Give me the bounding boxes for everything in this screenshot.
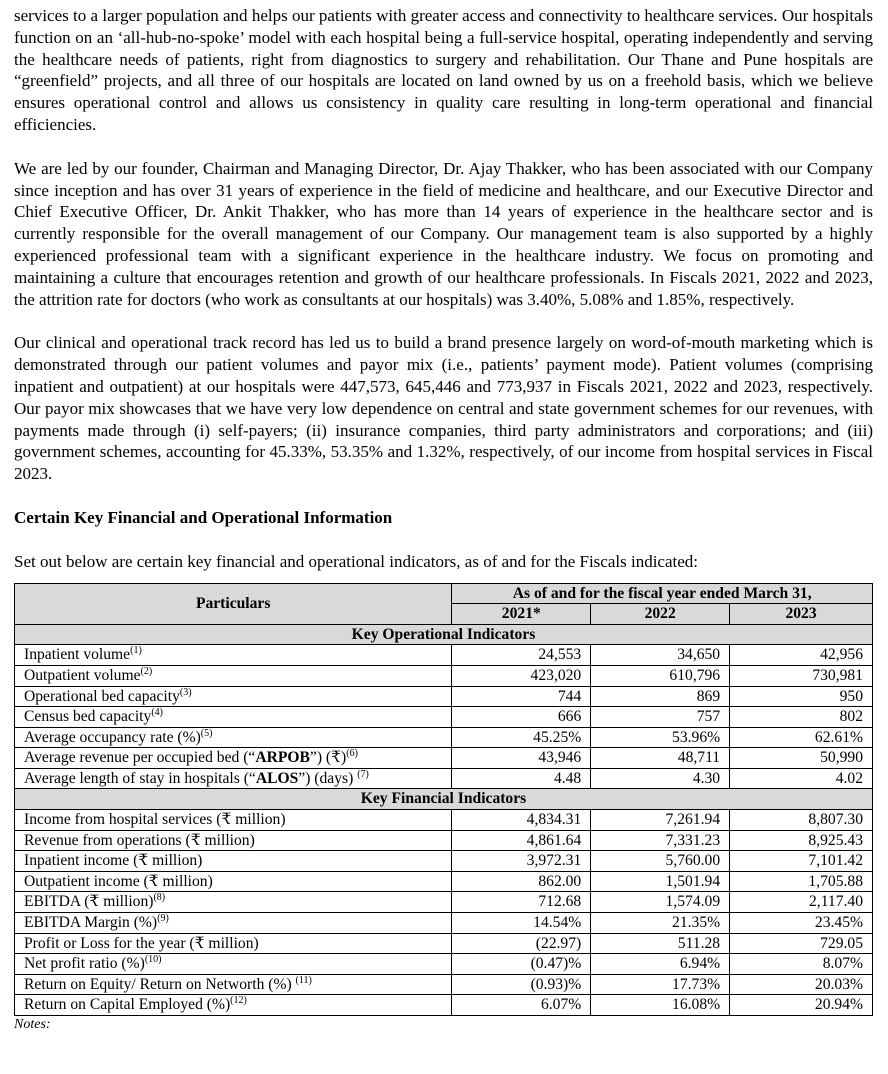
table-row xyxy=(15,995,873,1016)
row-label-abbrev: ARPOB xyxy=(255,749,310,767)
value-cell: 8,925.43 xyxy=(730,830,873,851)
table-row xyxy=(15,913,873,934)
value-cell: 423,020 xyxy=(452,665,591,686)
row-label xyxy=(15,913,452,934)
value-cell: 2,117.40 xyxy=(730,892,873,913)
row-label-text: Income from hospital services (₹ million) xyxy=(24,811,286,829)
footnote-marker: (10) xyxy=(144,954,162,966)
row-label-text: EBITDA Margin (%) xyxy=(24,914,158,932)
row-label-text: EBITDA (₹ million) xyxy=(24,893,154,911)
table-row xyxy=(15,954,873,975)
footnote-marker: (8) xyxy=(153,892,166,904)
paragraph-track-record: Our clinical and operational track record has led us to build a brand presence largely on word-of-mouth marketing which is demonstrated through our patient volumes and payor mix (i.e., patients’ payment mode). Patient volumes (comprising inpatient and outpatient) at our hospitals were 447,573, 645,446 and 773,937 in Fiscals 2021, 2022 and 2023, respectively. Our payor mix showcases that we have very low dependence on central and state government schemes for our revenues, with payments made through (i) self-payers; (ii) insurance companies, third party administrators and corporations; and (iii) government schemes, accounting for 45.33%, 53.35% and 1.32%, respectively, of our income from hospital services in Fiscal 2023. xyxy=(14,333,873,484)
value-cell: 4,861.64 xyxy=(452,830,591,851)
table-row xyxy=(15,727,873,748)
row-label-text: Profit or Loss for the year (₹ million) xyxy=(24,934,259,952)
value-cell: 20.94% xyxy=(730,995,873,1016)
header-particulars: Particulars xyxy=(15,583,452,624)
footnote-marker: (1) xyxy=(130,645,142,657)
table-row xyxy=(15,830,873,851)
footnote-marker: (12) xyxy=(230,995,247,1007)
notes-label: Notes: xyxy=(14,1017,51,1032)
footnote-marker: (3) xyxy=(179,686,192,698)
value-cell: 6.07% xyxy=(452,995,591,1016)
row-label-text: ”) (₹) xyxy=(309,749,347,767)
row-label-text: Average occupancy rate (%) xyxy=(24,728,201,746)
row-label xyxy=(15,830,452,851)
value-cell: 729.05 xyxy=(730,933,873,954)
section-heading: Certain Key Financial and Operational Information xyxy=(14,507,393,527)
row-label xyxy=(15,748,452,769)
value-cell: (0.47)% xyxy=(452,954,591,975)
value-cell: 3,972.31 xyxy=(452,851,591,872)
row-label-text: Revenue from operations (₹ million) xyxy=(24,831,255,849)
header-fiscal-year-group: As of and for the fiscal year ended March 31, xyxy=(452,583,873,604)
section-financial-indicators: Key Financial Indicators xyxy=(15,789,873,810)
value-cell: 24,553 xyxy=(452,645,591,666)
header-year-2021: 2021* xyxy=(452,604,591,625)
paragraph-leadership: We are led by our founder, Chairman and Managing Director, Dr. Ajay Thakker, who has been associated with our Company since inception and has over 31 years of experience in the field of medicine and healthcare, and our Executive Director and Chief Executive Officer, Dr. Ankit Thakker, who has more than 14 years of experience in the healthcare sector and is currently responsible for the overall management of our Company. Our management team is also supported by a highly experienced professional team with a significant experience in the healthcare industry. We focus on promoting and maintaining a culture that encourages retention and growth of our healthcare professionals. In Fiscals 2021, 2022 and 2023, the attrition rate for doctors (who work as consultants at our hospitals) was 3.40%, 5.08% and 1.85%, respectively. xyxy=(14,158,873,309)
value-cell: 802 xyxy=(730,707,873,728)
value-cell: 16.08% xyxy=(591,995,730,1016)
value-cell: 744 xyxy=(452,686,591,707)
value-cell: 6.94% xyxy=(591,954,730,975)
value-cell: 17.73% xyxy=(591,974,730,995)
value-cell: 4.02 xyxy=(730,768,873,789)
footnote-marker: (2) xyxy=(140,665,153,677)
row-label xyxy=(15,871,452,892)
table-row xyxy=(15,933,873,954)
table-row xyxy=(15,748,873,769)
row-label-text: Operational bed capacity xyxy=(24,687,180,705)
value-cell: 7,101.42 xyxy=(730,851,873,872)
table-row xyxy=(15,871,873,892)
row-label xyxy=(15,686,452,707)
row-label-text: Net profit ratio (%) xyxy=(24,955,145,973)
table-row xyxy=(15,851,873,872)
table-row xyxy=(15,974,873,995)
header-year-2022: 2022 xyxy=(591,604,730,625)
value-cell: 950 xyxy=(730,686,873,707)
value-cell: 23.45% xyxy=(730,913,873,934)
row-label-text: Census bed capacity xyxy=(24,708,152,726)
row-label-abbrev: ALOS xyxy=(255,769,299,787)
row-label-text: Average revenue per occupied bed (“ xyxy=(24,749,256,767)
row-label-text: Return on Equity/ Return on Networth (%) xyxy=(24,975,296,993)
row-label xyxy=(15,768,452,789)
row-label-text: ”) (days) xyxy=(298,769,358,787)
paragraph-hospital-model: services to a larger population and helps our patients with greater access and connectivity to healthcare services. Our hospitals function on an ‘all-hub-no-spoke’ model with each hospital being a full-service hospital, operating independently and serving the healthcare needs of patients, right from diagnostics to surgery and rehabilitation. Our Thane and Pune hospitals are “greenfield” projects, and all three of our hospitals are located on land owned by us on a freehold basis, which we believe ensures operational control and allows us consistency in quality care resulting in long-term operational and financial efficiencies. xyxy=(14,6,873,134)
value-cell: 43,946 xyxy=(452,748,591,769)
table-row xyxy=(15,892,873,913)
row-label xyxy=(15,974,452,995)
value-cell: (0.93)% xyxy=(452,974,591,995)
value-cell: 42,956 xyxy=(730,645,873,666)
value-cell: 666 xyxy=(452,707,591,728)
value-cell: 4.48 xyxy=(452,768,591,789)
value-cell: 62.61% xyxy=(730,727,873,748)
value-cell: 14.54% xyxy=(452,913,591,934)
table-row xyxy=(15,707,873,728)
value-cell: (22.97) xyxy=(452,933,591,954)
row-label-text: Outpatient income (₹ million) xyxy=(24,872,213,890)
value-cell: 8.07% xyxy=(730,954,873,975)
value-cell: 757 xyxy=(591,707,730,728)
row-label-text: Outpatient volume xyxy=(24,666,141,684)
financial-table xyxy=(14,583,873,1016)
row-label xyxy=(15,851,452,872)
section-operational-indicators: Key Operational Indicators xyxy=(15,624,873,645)
row-label xyxy=(15,892,452,913)
value-cell: 511.28 xyxy=(591,933,730,954)
value-cell: 34,650 xyxy=(591,645,730,666)
table-row xyxy=(15,686,873,707)
value-cell: 53.96% xyxy=(591,727,730,748)
value-cell: 730,981 xyxy=(730,665,873,686)
value-cell: 5,760.00 xyxy=(591,851,730,872)
footnote-marker: (5) xyxy=(200,727,213,739)
row-label xyxy=(15,810,452,831)
document-page xyxy=(14,5,873,1034)
table-row xyxy=(15,768,873,789)
value-cell: 4.30 xyxy=(591,768,730,789)
value-cell: 1,574.09 xyxy=(591,892,730,913)
value-cell: 712.68 xyxy=(452,892,591,913)
footnote-marker: (11) xyxy=(295,974,312,986)
row-label-text: Return on Capital Employed (%) xyxy=(24,996,231,1014)
value-cell: 1,501.94 xyxy=(591,871,730,892)
value-cell: 48,711 xyxy=(591,748,730,769)
row-label xyxy=(15,707,452,728)
table-row xyxy=(15,810,873,831)
row-label xyxy=(15,665,452,686)
value-cell: 7,331.23 xyxy=(591,830,730,851)
value-cell: 21.35% xyxy=(591,913,730,934)
value-cell: 1,705.88 xyxy=(730,871,873,892)
footnote-marker: (4) xyxy=(151,706,163,718)
row-label-text: Inpatient income (₹ million) xyxy=(24,852,203,870)
value-cell: 45.25% xyxy=(452,727,591,748)
row-label-text: Average length of stay in hospitals (“ xyxy=(24,769,256,787)
row-label xyxy=(15,645,452,666)
footnote-marker: (7) xyxy=(357,768,369,780)
value-cell: 20.03% xyxy=(730,974,873,995)
value-cell: 610,796 xyxy=(591,665,730,686)
row-label xyxy=(15,995,452,1016)
value-cell: 862.00 xyxy=(452,871,591,892)
header-year-2023: 2023 xyxy=(730,604,873,625)
row-label xyxy=(15,954,452,975)
value-cell: 869 xyxy=(591,686,730,707)
row-label xyxy=(15,933,452,954)
footnote-marker: (6) xyxy=(346,748,358,760)
footnote-marker: (9) xyxy=(157,912,169,924)
value-cell: 4,834.31 xyxy=(452,810,591,831)
table-intro: Set out below are certain key financial and operational indicators, as of and for the Fiscals indicated: xyxy=(14,551,699,571)
value-cell: 8,807.30 xyxy=(730,810,873,831)
value-cell: 7,261.94 xyxy=(591,810,730,831)
row-label-text: Inpatient volume xyxy=(24,646,131,664)
row-label xyxy=(15,727,452,748)
table-row xyxy=(15,665,873,686)
value-cell: 50,990 xyxy=(730,748,873,769)
table-row xyxy=(15,645,873,666)
